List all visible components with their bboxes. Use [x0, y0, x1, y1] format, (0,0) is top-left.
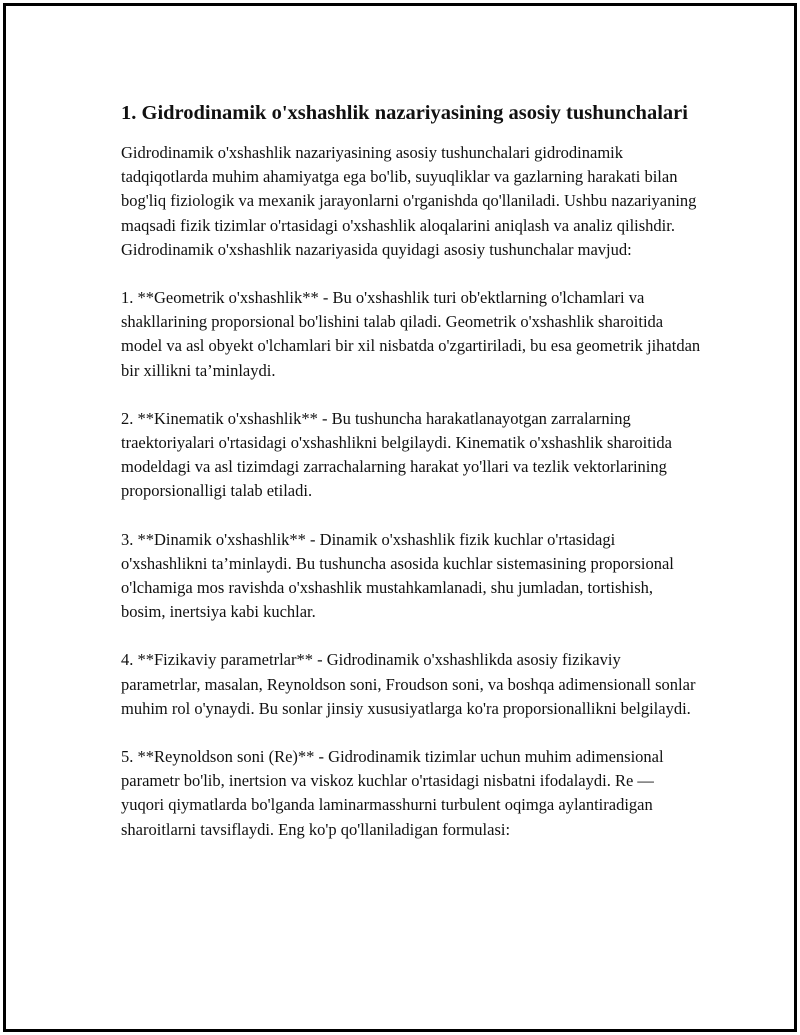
intro-paragraph: Gidrodinamik o'xshashlik nazariyasining asosiy tushunchalari gidrodinamik tadqiqotlarda muhim ahamiyatga ega bo'lib, suyuqliklar va gazlarning harakati bilan bog'liq fiziologik va mexanik jarayonlarni o'rganishda qo'llaniladi. Ushbu nazariyaning maqsadi fizik tizimlar o'rtasidagi o'xshashlik aloqalarini aniqlash va analiz qilishdir. Gidrodinamik o'xshashlik nazariyasida quyidagi asosiy tushunchalar mavjud:	[121, 143, 697, 259]
document-body	[121, 100, 701, 866]
paragraph-reynolds-number: 5. **Reynoldson soni (Re)** - Gidrodinamik tizimlar uchun muhim adimensional parametr bo'lib, inertsion va viskoz kuchlar o'rtasidagi nisbatni ifodalaydi. Re — yuqori qiymatlarda bo'lganda laminarmasshurni turbulent oqimga aylantiradigan sharoitlarni tavsiflaydi. Eng ko'p qo'llaniladigan formulasi:	[121, 747, 664, 839]
paragraph-kinematic-similarity: 2. **Kinematik o'xshashlik** - Bu tushuncha harakatlanayotgan zarralarning traektoriyalari o'rtasidagi o'xshashlikni belgilaydi. Kinematik o'xshashlik sharoitida modeldagi va asl tizimdagi zarrachalarning harakat yo'llari va tezlik vektorlarining proporsionalligi talab etiladi.	[121, 408, 673, 501]
section-heading: 1. Gidrodinamik o'xshashlik nazariyasining asosiy tushunchalari	[121, 102, 688, 124]
paragraph-physical-parameters: 4. **Fizikaviy parametrlar** - Gidrodinamik o'xshashlikda asosiy fizikaviy parametrlar, masalan, Reynoldson soni, Froudson soni, va boshqa adimensionall sonlar muhim rol o'ynaydi. Bu sonlar jinsiy xususiyatlarga ko'ra proporsionallikni belgilaydi.	[121, 650, 696, 718]
paragraph-geometric-similarity: 1. **Geometrik o'xshashlik** - Bu o'xshashlik turi ob'ektlarning o'lchamlari va shakllarining proporsional bo'lishini talab qiladi. Geometrik o'xshashlik sharoitida model va asl obyekt o'lchamlari bir xil nisbatda o'zgartiriladi, bu esa geometrik jihatdan bir xillikni ta’minlaydi.	[121, 288, 701, 380]
document-page	[3, 3, 797, 1032]
paragraph-dynamic-similarity: 3. **Dinamik o'xshashlik** - Dinamik o'xshashlik fizik kuchlar o'rtasidagi o'xshashlikni ta’minlaydi. Bu tushuncha asosida kuchlar sistemasining proporsional o'lchamiga mos ravishda o'xshashlik mustahkamlanadi, shu jumladan, tortishish, bosim, inertsiya kabi kuchlar.	[121, 529, 674, 622]
